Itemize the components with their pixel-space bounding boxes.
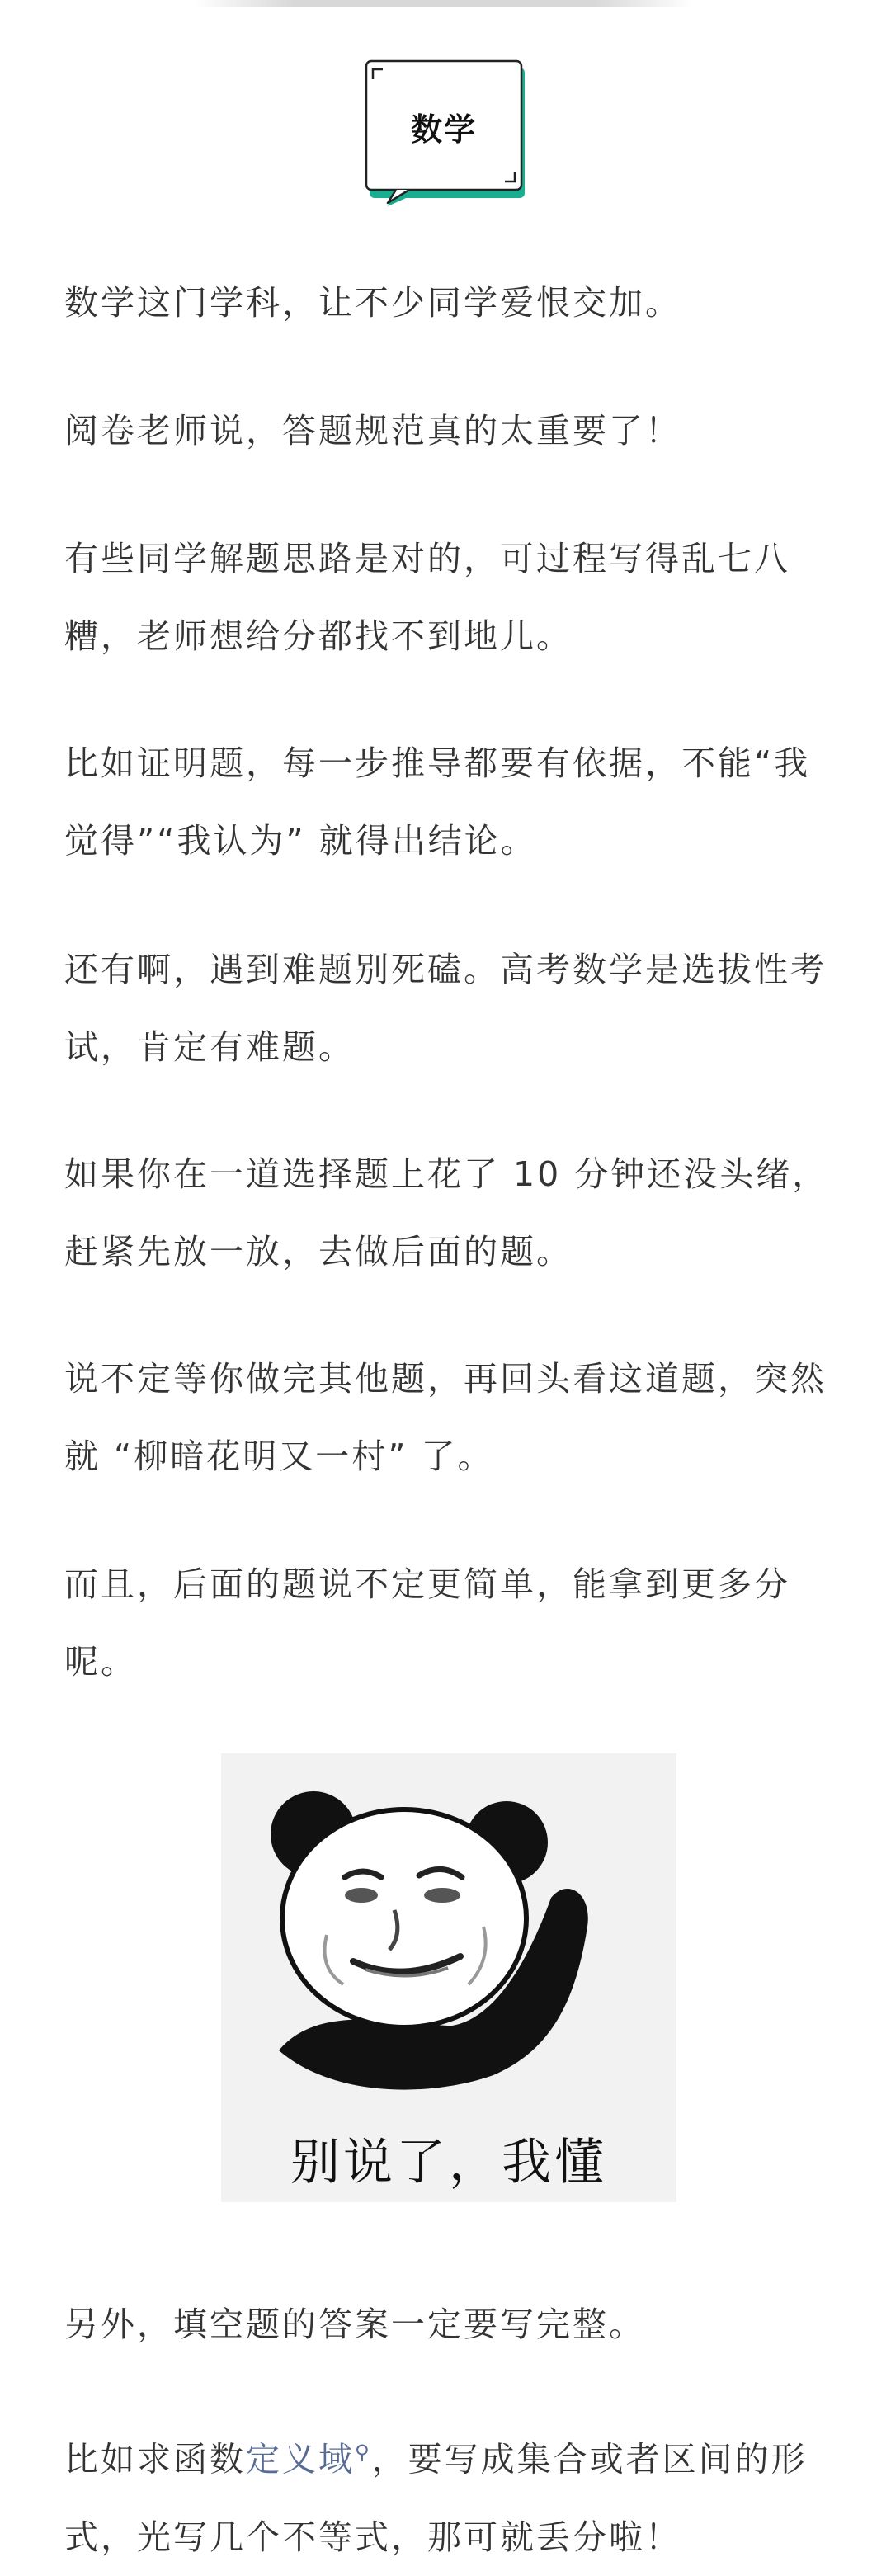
section-title: 数学 xyxy=(410,111,477,148)
paragraph-2: 阅卷老师说，答题规范真的太重要了！ xyxy=(64,411,681,451)
top-image-edge xyxy=(195,0,693,7)
paragraph-4: 比如证明题，每一步推导都要有依据，不能“我觉得”“我认为” 就得出结论。 xyxy=(64,743,811,861)
definition-domain-link[interactable]: 定义域 xyxy=(246,2439,355,2479)
paragraph-8: 而且，后面的题说不定更简单，能拿到更多分呢。 xyxy=(64,1564,790,1682)
section-badge xyxy=(363,58,533,206)
meme-caption: 别说了，我懂 xyxy=(290,2134,607,2191)
paragraph-10-end: ，要写成集合或者区间的形式，光写几个不等式，那可就丢分啦！ xyxy=(64,2439,808,2557)
paragraph-10 xyxy=(64,2413,840,2576)
paragraph-5: 还有啊，遇到难题别死磕。高考数学是选拔性考试，肯定有难题。 xyxy=(64,950,827,1067)
meme-image xyxy=(221,1753,676,2202)
paragraph-7: 说不定等你做完其他题，再回头看这道题，突然就 “柳暗花明又一村” 了。 xyxy=(64,1359,827,1476)
paragraph-6: 如果你在一道选择题上花了 10 分钟还没头绪，赶紧先放一放，去做后面的题。 xyxy=(64,1154,829,1271)
paragraph-3: 有些同学解题思路是对的，可过程写得乱七八糟，老师想给分都找不到地儿。 xyxy=(64,539,790,656)
search-icon[interactable]: ⚲ xyxy=(355,2441,372,2464)
paragraph-9: 另外，填空题的答案一定要写完整。 xyxy=(64,2305,645,2344)
paragraph-1: 数学这门学科，让不少同学爱恨交加。 xyxy=(64,283,681,323)
paragraph-10-start: 比如求函数 xyxy=(64,2439,246,2479)
